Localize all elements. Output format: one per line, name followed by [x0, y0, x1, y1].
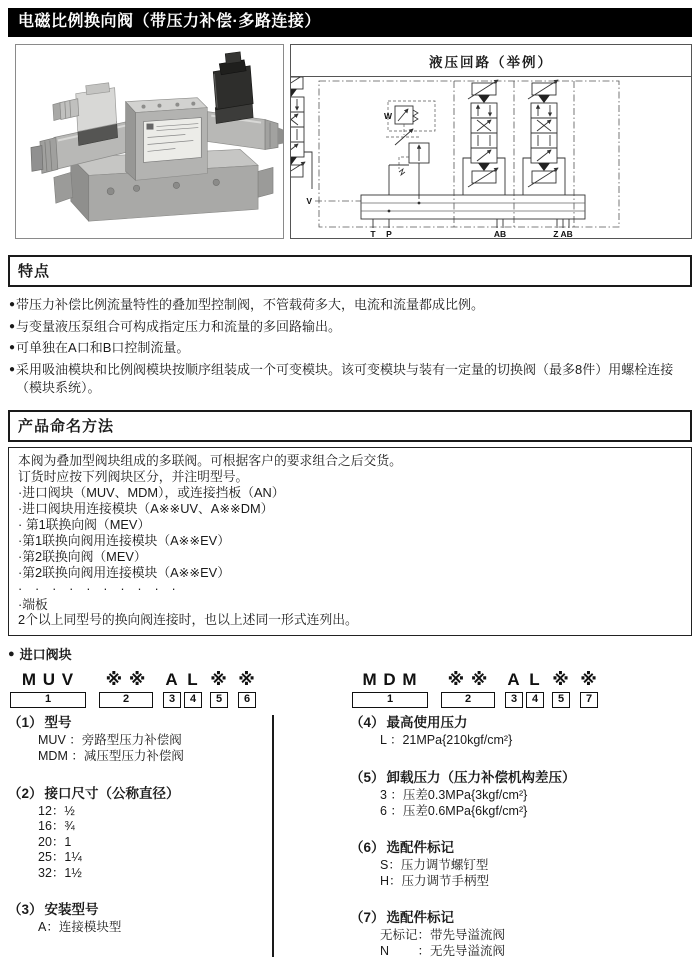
legend-item: MDM ：减压型压力补偿阀	[38, 748, 184, 763]
legend-item: 3 ：压差0.3MPa{3kgf/cm²}	[380, 787, 528, 802]
legend-items	[350, 928, 576, 959]
legend-item: 16：¾	[38, 819, 75, 834]
legend-item: 无标记：带先导溢流阀	[380, 928, 506, 943]
features-list	[8, 287, 692, 406]
model-code-letters: ※	[580, 670, 598, 690]
model-code-letters: ※	[238, 670, 256, 690]
feature-text: 可单独在A口和B口控制流量。	[16, 340, 190, 356]
top-row	[8, 44, 692, 239]
legend-number: （2）	[8, 785, 43, 801]
legend-item: H：压力调节手柄型	[380, 873, 490, 888]
naming-line: · 第1联换向阀（MEV）	[18, 516, 151, 532]
code-column	[352, 669, 428, 708]
bullet-icon: ●	[8, 647, 15, 660]
legend-heading	[8, 902, 272, 918]
legend-heading	[350, 715, 576, 731]
legend-item: 6 ：压差0.6MPa{6kgf/cm²}	[380, 803, 528, 818]
model-code-digit-box: 1	[10, 692, 86, 708]
naming-line: ·进口阀块用连接模块（A※※UV、A※※DM）	[18, 501, 274, 517]
legend-section	[350, 715, 576, 749]
port-label-zab: Z AB	[553, 229, 573, 239]
legend-title: 安装型号	[44, 902, 99, 918]
legend-number: （7）	[350, 910, 385, 926]
model-code-letters: ※ ※	[447, 670, 489, 690]
legend-item: L ：21MPa{210kgf/cm²}	[380, 733, 513, 748]
legend-items	[8, 733, 272, 764]
port-label-t: T	[370, 229, 376, 239]
code-column	[526, 669, 544, 708]
legend-heading	[8, 715, 272, 731]
naming-line: ·第2联换向阀用连接模块（A※※EV）	[18, 564, 230, 580]
product-photo	[15, 44, 284, 239]
legend-item: S：压力调节螺钉型	[380, 858, 489, 873]
code-column	[505, 669, 523, 708]
model-code-letters: L	[187, 670, 199, 690]
feature-bullet	[9, 296, 690, 314]
naming-line: 本阀为叠加型阀块组成的多联阀。可根据客户的要求组合之后交货。	[18, 453, 402, 469]
code-column	[184, 669, 202, 708]
legend-title: 型号	[44, 715, 72, 731]
legend-title: 选配件标记	[386, 840, 455, 856]
bullet-icon: ●	[9, 342, 16, 354]
model-code-letters: A	[165, 670, 179, 690]
inlet-block-label-text: 进口阀块	[19, 647, 72, 663]
valve-photo-illustration	[16, 45, 283, 238]
legend-section	[350, 910, 576, 959]
model-code-digit-box: 5	[210, 692, 228, 708]
legend-left	[8, 715, 272, 957]
model-code-digit-box: 4	[184, 692, 202, 708]
legend-heading	[350, 770, 576, 786]
legend-number: （4）	[350, 715, 385, 731]
legend-title: 卸载压力（压力补偿机构差压）	[386, 769, 576, 785]
model-code-letters: ※ ※	[105, 670, 147, 690]
code-column	[10, 669, 86, 708]
port-label-v: V	[306, 196, 312, 206]
legend-item: 12：½	[38, 803, 75, 818]
port-label-p: P	[386, 229, 392, 239]
model-code-letters: ※	[210, 670, 228, 690]
features-heading: 特点	[8, 255, 692, 287]
legend-heading	[350, 840, 576, 856]
feature-text: 采用吸油模块和比例阀模块按顺序组装成一个可变模块。该可变模块与装有一定量的切换阀（最多8件）用螺栓连接（模块系统）。	[16, 362, 674, 395]
hydraulic-circuit-panel	[290, 44, 692, 239]
naming-line: · · · · · · · · · ·	[18, 580, 176, 596]
port-label-ab: AB	[493, 229, 507, 239]
code-column	[441, 669, 495, 708]
legend-heading	[8, 786, 272, 802]
naming-line: ·第2联换向阀（MEV）	[18, 548, 147, 564]
legend-number: （3）	[8, 902, 43, 918]
model-code-digit-box: 2	[441, 692, 495, 708]
legend-number: （6）	[350, 840, 385, 856]
model-code-digit-box: 6	[238, 692, 256, 708]
code-column	[210, 669, 228, 708]
legend-items	[350, 788, 576, 819]
mdm-column	[350, 665, 692, 980]
legend-right-row	[350, 715, 692, 980]
muv-column	[8, 665, 350, 980]
naming-line: ·端板	[18, 596, 48, 612]
model-code-digit-box: 1	[352, 692, 428, 708]
legend-heading	[350, 910, 576, 926]
muv-model-code	[8, 665, 350, 708]
naming-description-box	[8, 447, 692, 636]
legend-item: 32：1½	[38, 865, 82, 880]
legend-item: MUV ：旁路型压力补偿阀	[38, 733, 182, 748]
model-code-digit-box: 2	[99, 692, 153, 708]
bullet-icon: ●	[9, 320, 16, 332]
feature-bullet	[9, 339, 690, 357]
code-column	[238, 669, 256, 708]
circuit-diagram	[291, 77, 691, 240]
model-code-digit-box: 7	[580, 692, 598, 708]
bullet-icon: ●	[9, 299, 16, 310]
naming-line: 订货时应按下列阀块区分，并注明型号。	[18, 469, 249, 485]
legend-items	[350, 733, 576, 749]
code-column	[99, 669, 153, 708]
feature-text: 带压力补偿比例流量特性的叠加型控制阀，不管载荷多大，电流和流量都成比例。	[16, 297, 485, 312]
legend-items	[350, 858, 576, 889]
feature-bullet	[9, 361, 690, 396]
naming-line: ·进口阀块（MUV、MDM），或连接挡板（AN）	[18, 485, 285, 501]
legend-section	[8, 902, 272, 936]
legend-item: A：连接模块型	[38, 920, 122, 935]
model-code-section	[8, 665, 692, 980]
legend-item: 20：1	[38, 834, 72, 849]
legend-section	[350, 770, 576, 819]
feature-text: 与变量液压泵组合可构成指定压力和流量的多回路输出。	[16, 318, 342, 334]
legend-section	[350, 840, 576, 889]
legend-items	[8, 920, 272, 936]
legend-number: （5）	[350, 769, 385, 785]
inlet-block-label	[8, 644, 692, 663]
model-code-digit-box: 5	[552, 692, 570, 708]
legend-title: 接口尺寸（公称直径）	[44, 785, 180, 801]
legend-left-row	[8, 715, 350, 957]
model-code-digit-box: 3	[505, 692, 523, 708]
legend-number: （1）	[8, 715, 43, 731]
code-column	[552, 669, 570, 708]
column-divider	[272, 715, 274, 957]
naming-line: 2个以上同型号的换向阀连接时，也以上述同一形式连列出。	[18, 612, 358, 628]
legend-title: 最高使用压力	[386, 715, 468, 731]
port-label-w: W	[383, 111, 392, 121]
model-code-digit-box: 4	[526, 692, 544, 708]
model-code-letters: ※	[552, 670, 570, 690]
mdm-model-code	[350, 665, 692, 708]
model-code-digit-box: 3	[163, 692, 181, 708]
legend-title: 选配件标记	[386, 910, 455, 926]
code-column	[580, 669, 598, 708]
model-code-letters: L	[529, 670, 541, 690]
model-code-letters: A	[507, 670, 521, 690]
code-column	[163, 669, 181, 708]
feature-bullet	[9, 318, 690, 336]
legend-right	[350, 715, 576, 980]
legend-section	[8, 715, 272, 764]
circuit-title: 液压回路（举例）	[291, 45, 691, 77]
legend-section	[8, 786, 272, 882]
naming-heading: 产品命名方法	[8, 410, 692, 442]
legend-item: 25：1¼	[38, 850, 82, 865]
legend-items	[8, 804, 272, 882]
model-code-letters: M D M	[362, 670, 418, 690]
legend-item: N ：无先导溢流阀	[380, 943, 506, 958]
model-code-letters: M U V	[21, 670, 75, 690]
bullet-icon: ●	[9, 364, 16, 376]
naming-line: ·第1联换向阀用连接模块（A※※EV）	[18, 532, 230, 548]
page-title: 电磁比例换向阀（带压力补偿·多路连接）	[8, 8, 692, 37]
